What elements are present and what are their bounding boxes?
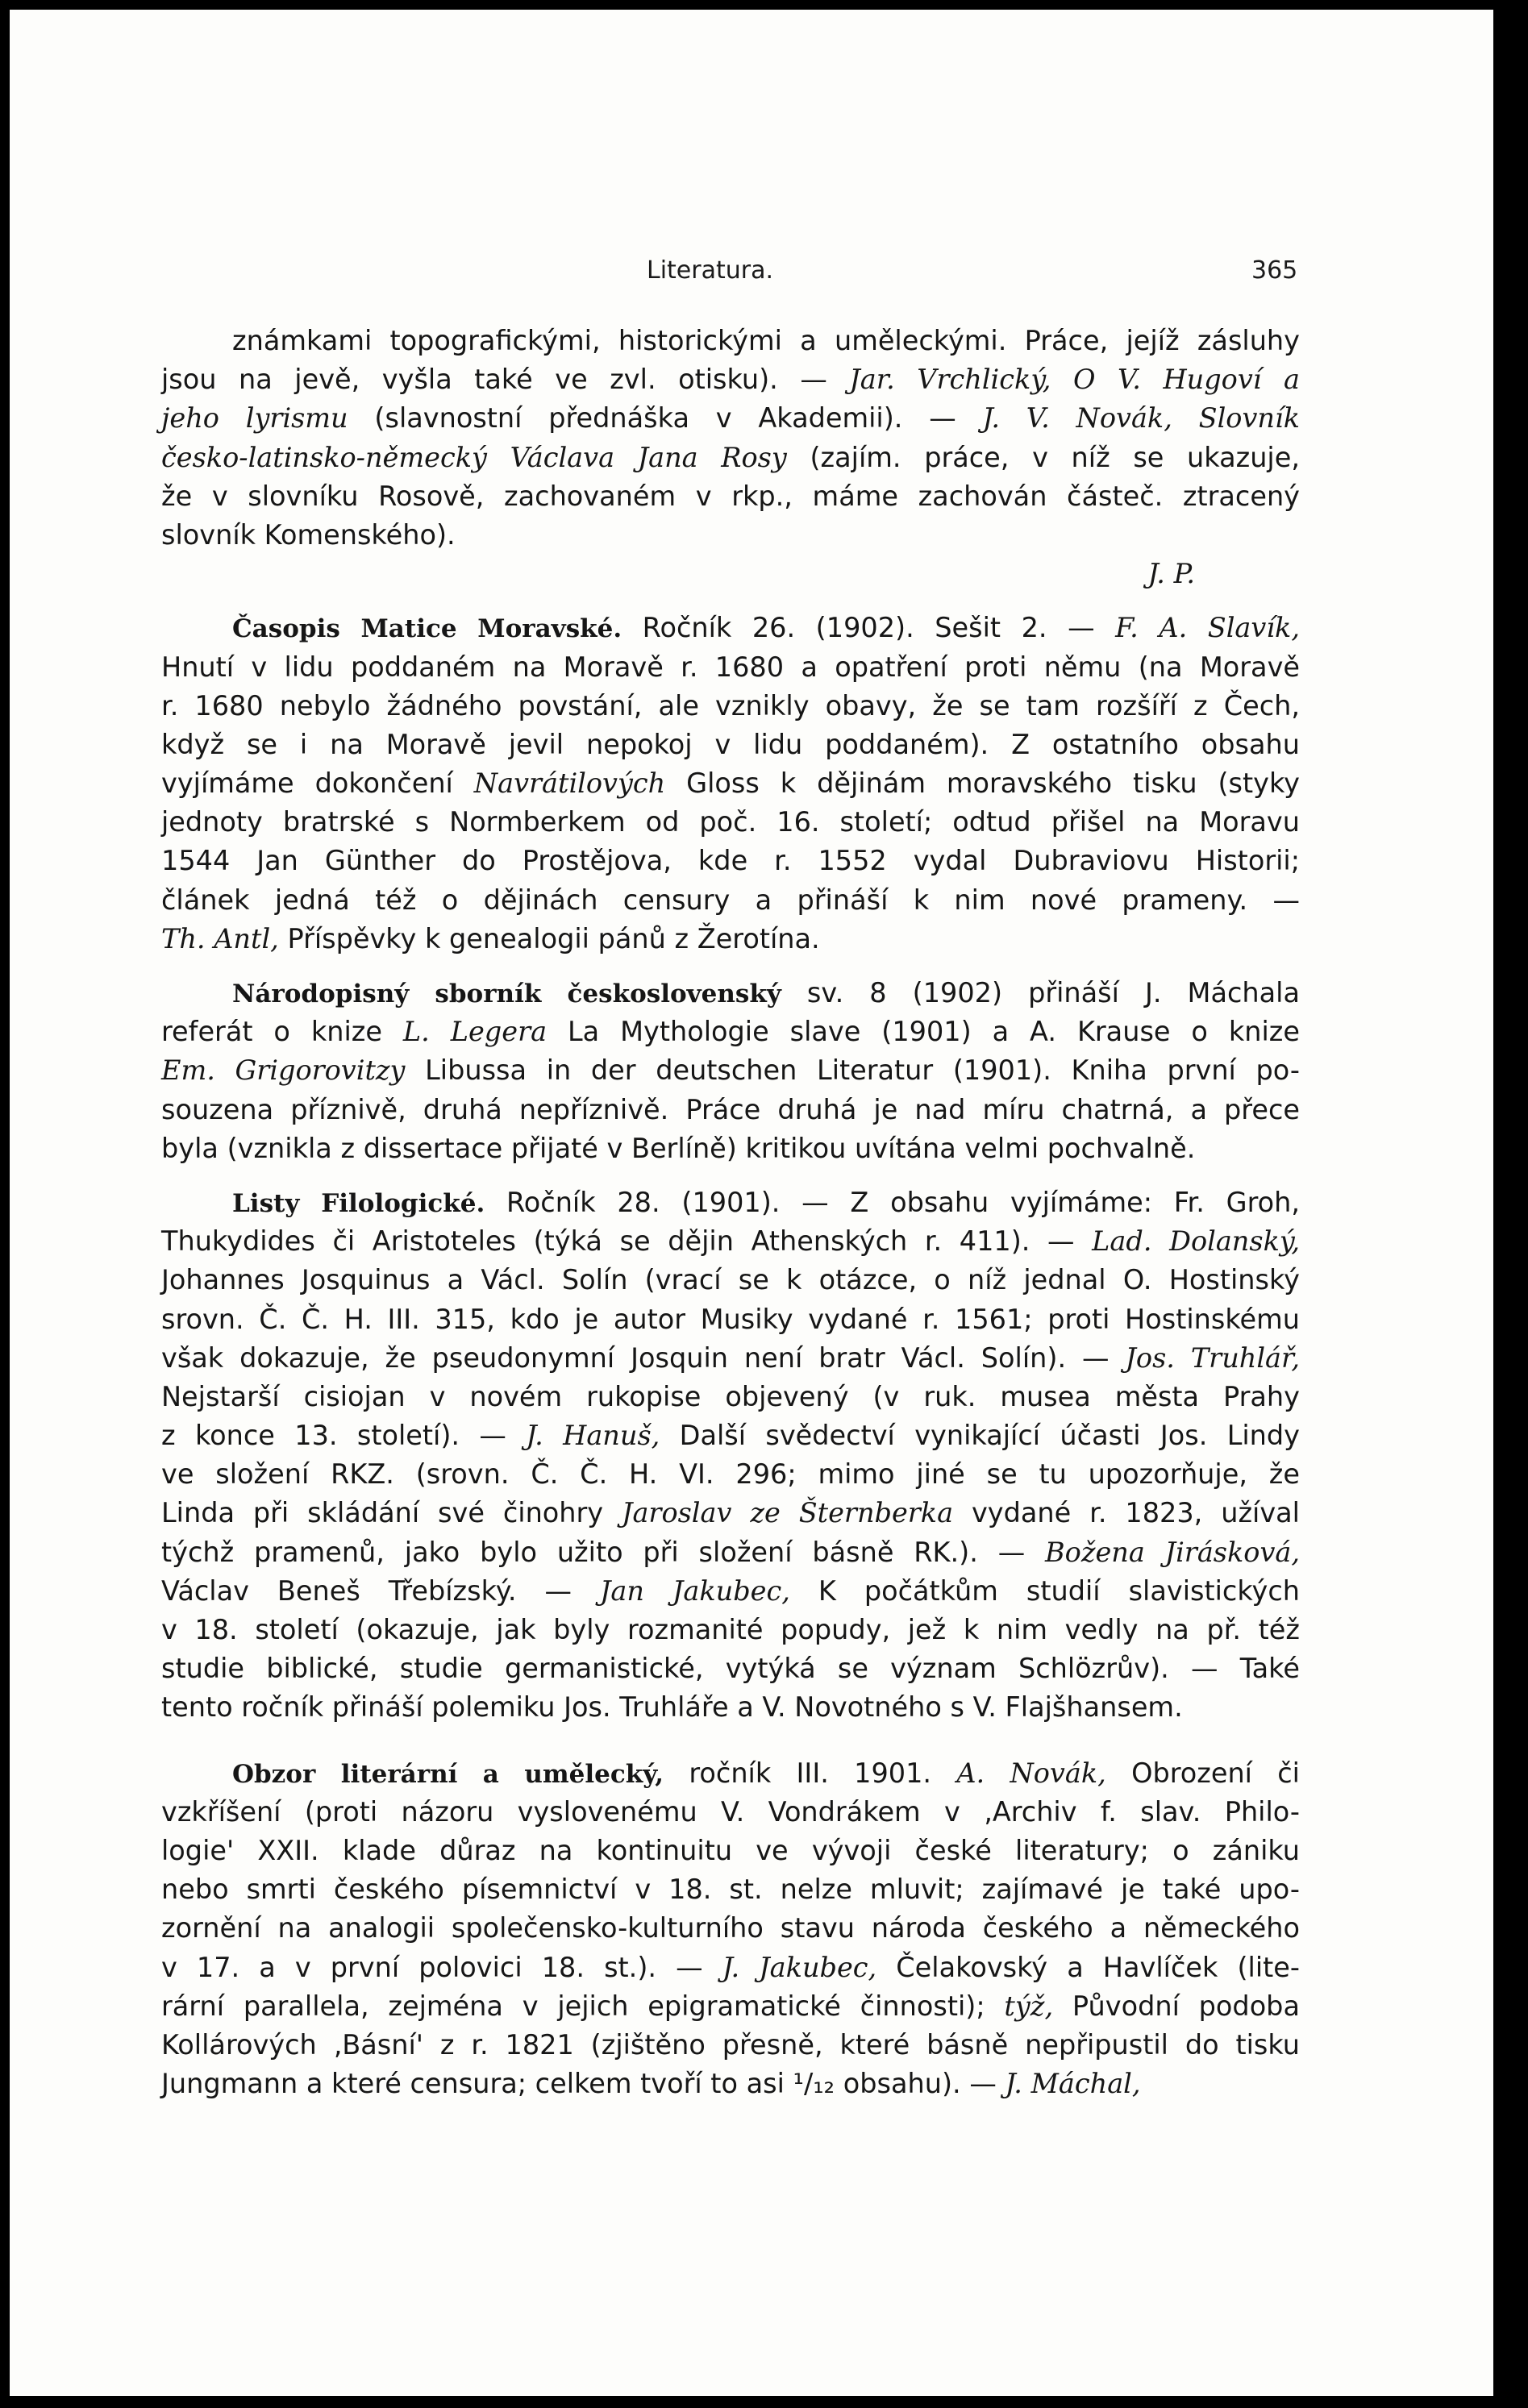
text-line xyxy=(161,920,1300,959)
text-run: Příspěvky k genealogii pánů z Žerotína. xyxy=(278,922,820,954)
text-line xyxy=(161,764,1300,803)
text-run: K počátkům studií slavistických xyxy=(789,1574,1300,1607)
text-run: (zajím. práce, v níž se ukazuje, xyxy=(786,441,1300,473)
text-run: Thukydides či Aristoteles (týká se dějin Athenských r. 411). — xyxy=(161,1225,1093,1258)
text-run: Lad. Dolanský, xyxy=(1092,1225,1300,1258)
paragraph xyxy=(161,609,1300,959)
text-run: Národopisný sborník československý xyxy=(232,979,781,1009)
text-run: Jos. Truhlář, xyxy=(1125,1341,1301,1374)
text-run: vzkříšení (proti názoru vyslovenému V. Vondrákem v ‚Archiv f. slav. Philo- xyxy=(161,1795,1300,1828)
text-line xyxy=(161,439,1300,477)
text-run: Gloss k dějinám moravského tisku (styky xyxy=(665,767,1300,800)
paragraph xyxy=(161,1754,1300,2104)
text-run: Václav Beneš Třebízský. — xyxy=(161,1574,600,1607)
signature-initials: J. P. xyxy=(1147,558,1195,590)
text-run: když se i na Moravě jevil nepokoj v lidu poddaném). Z ostatního obsahu xyxy=(161,728,1300,760)
text-line xyxy=(161,1129,1300,1168)
text-run: Další svědectví vynikající účasti Jos. Lindy xyxy=(660,1420,1300,1452)
text-line xyxy=(161,2026,1300,2065)
text-line xyxy=(161,1378,1300,1416)
text-line xyxy=(161,1091,1300,1129)
text-run: česko-latinsko-německý Václava Jana Rosy xyxy=(161,441,787,473)
paragraph-gap xyxy=(161,593,1300,609)
paragraph-gap xyxy=(161,959,1300,974)
text-run: Původní podoba xyxy=(1053,1990,1300,2022)
text-run: (slavnostní přednáška v Akademii). — xyxy=(348,402,983,435)
text-run: nebo smrti českého písemnictví v 18. st. nelze mluvit; zajímavé je také upo- xyxy=(161,1874,1300,1906)
paragraph xyxy=(161,322,1300,593)
text-line xyxy=(161,1013,1300,1051)
text-line xyxy=(161,881,1300,920)
paragraph-gap xyxy=(161,1728,1300,1754)
text-run: slovník Komenského). xyxy=(161,518,456,551)
text-run: Johannes Josquinus a Václ. Solín (vrací se k otázce, o níž jednal O. Hostinský xyxy=(161,1264,1300,1296)
text-line xyxy=(161,648,1300,687)
text-line xyxy=(161,399,1300,438)
text-run: v 17. a v první polovici 18. st.). — xyxy=(161,1951,722,1983)
text-run: Časopis Matice Moravské. xyxy=(232,614,622,644)
text-line xyxy=(161,609,1300,647)
text-line xyxy=(161,687,1300,726)
running-header xyxy=(10,252,1493,300)
page-number: 365 xyxy=(1251,256,1298,285)
text-line xyxy=(161,1870,1300,1909)
text-line xyxy=(161,1688,1300,1727)
text-run: týž, xyxy=(1004,1990,1054,2022)
text-run: vydané r. 1823, užíval xyxy=(953,1497,1300,1529)
text-line xyxy=(161,1416,1300,1455)
text-run: Čelakovský a Havlíček (lite- xyxy=(876,1951,1300,1983)
text-line xyxy=(161,1793,1300,1832)
text-line xyxy=(161,1261,1300,1300)
text-run: Kollárových ‚Básní' z r. 1821 (zjištěno přesně, které básně nepřipustil do tisku xyxy=(161,2028,1300,2061)
text-run: J. Máchal, xyxy=(1005,2068,1141,2100)
text-run: referát o knize xyxy=(161,1016,403,1048)
text-run: A. Novák, xyxy=(956,1757,1106,1789)
text-run: J. Jakubec, xyxy=(722,1951,877,1983)
text-run: Nejstarší cisiojan v novém rukopise objevený (v ruk. musea města Prahy xyxy=(161,1380,1300,1412)
text-line xyxy=(161,477,1300,516)
text-run: studie biblické, studie germanistické, vytýká se význam Schlözrův). — Také xyxy=(161,1653,1300,1685)
text-run: srovn. Č. Č. H. III. 315, kdo je autor Musiky vydané r. 1561; proti Hostinskému xyxy=(161,1303,1300,1335)
text-line xyxy=(161,726,1300,764)
book-page xyxy=(10,10,1493,2396)
text-run: r. 1680 nebylo žádného povstání, ale vznikly obavy, že se tam rozšíří z Čech, xyxy=(161,689,1300,722)
text-line xyxy=(161,1494,1300,1533)
text-run: La Mythologie slave (1901) a A. Krause o knize xyxy=(547,1016,1300,1048)
text-run: ve složení RKZ. (srovn. Č. Č. H. VI. 296; mimo jiné se tu upozorňuje, že xyxy=(161,1458,1300,1491)
text-run: F. A. Slavík, xyxy=(1115,612,1300,644)
text-run: článek jedná též o dějinách censury a přináší k nim nové prameny. — xyxy=(161,884,1300,916)
text-run: jednoty bratrské s Normberkem od poč. 16. století; odtud přišel na Moravu xyxy=(161,806,1300,838)
text-run: Božena Jirásková, xyxy=(1045,1536,1300,1568)
running-title: Literatura. xyxy=(647,256,774,285)
text-line xyxy=(161,516,1300,555)
text-line xyxy=(161,1909,1300,1948)
signature xyxy=(161,555,1300,593)
text-line xyxy=(161,1533,1300,1572)
text-run: J. Hanuš, xyxy=(526,1420,660,1452)
text-run: známkami topografickými, historickými a uměleckými. Práce, jejíž zásluhy xyxy=(232,325,1300,356)
text-run: tento ročník přináší polemiku Jos. Truhláře a V. Novotného s V. Flajšhansem. xyxy=(161,1691,1183,1724)
text-run: Ročník 26. (1902). Sešit 2. — xyxy=(622,612,1116,644)
text-line xyxy=(161,1300,1300,1339)
text-run: byla (vznikla z dissertace přijaté v Berlíně) kritikou uvítána velmi pochvalně. xyxy=(161,1132,1196,1164)
body-text xyxy=(161,322,1300,2103)
text-line xyxy=(161,1832,1300,1870)
text-run: Em. Grigorovitzy xyxy=(161,1054,406,1087)
text-line xyxy=(161,1339,1300,1378)
text-run: L. Legera xyxy=(402,1016,547,1048)
text-run: Jan Jakubec, xyxy=(599,1574,790,1607)
text-run: týchž pramenů, jako bylo užito při složení básně RK.). — xyxy=(161,1536,1046,1568)
text-line xyxy=(161,803,1300,842)
text-run: logie' XXII. klade důraz na kontinuitu ve vývoji české literatury; o zániku xyxy=(161,1834,1300,1866)
text-run: že v slovníku Rosově, zachovaném v rkp., máme zachován částeč. ztracený xyxy=(161,480,1300,512)
text-run: Jar. Vrchlický, O V. Hugoví a xyxy=(849,364,1300,396)
text-run: Hnutí v lidu poddaném na Moravě r. 1680 a opatření proti němu (na Moravě xyxy=(161,651,1300,683)
text-run: rární parallela, zejména v jejich epigramatické činnosti); xyxy=(161,1990,1005,2022)
text-line xyxy=(161,1222,1300,1261)
paragraph xyxy=(161,1183,1300,1728)
paragraph-gap xyxy=(161,1168,1300,1183)
text-run: sv. 8 (1902) přináší J. Máchala xyxy=(781,977,1300,1009)
text-line xyxy=(161,1572,1300,1611)
text-line xyxy=(161,1051,1300,1090)
text-line xyxy=(161,1455,1300,1494)
text-line xyxy=(161,322,1300,360)
text-run: 1544 Jan Günther do Prostějova, kde r. 1552 vydal Dubraviovu Historii; xyxy=(161,845,1300,877)
text-run: však dokazuje, že pseudonymní Josquin není bratr Václ. Solín). — xyxy=(161,1341,1126,1374)
text-run: Jaroslav ze Šternberka xyxy=(622,1497,954,1529)
text-run: Jungmann a které censura; celkem tvoří to asi ¹/₁₂ obsahu). — xyxy=(161,2068,1005,2100)
text-run: Obzor literární a umělecký, xyxy=(232,1759,664,1789)
text-run: J. V. Novák, Slovník xyxy=(982,402,1300,435)
text-line xyxy=(161,360,1300,399)
text-run: Navrátilových xyxy=(473,767,666,800)
text-run: jeho lyrismu xyxy=(161,402,348,435)
paragraph xyxy=(161,974,1300,1168)
text-line xyxy=(161,1987,1300,2026)
text-run: Ročník 28. (1901). — Z obsahu vyjímáme: Fr. Groh, xyxy=(485,1186,1300,1218)
text-run: Libussa in der deutschen Literatur (1901). Kniha první po- xyxy=(405,1054,1300,1087)
text-line xyxy=(161,1754,1300,1793)
text-line xyxy=(161,842,1300,880)
text-line xyxy=(161,1183,1300,1222)
text-line xyxy=(161,1649,1300,1688)
text-run: z konce 13. století). — xyxy=(161,1420,527,1452)
text-line xyxy=(161,2065,1300,2103)
text-run: Listy Filologické. xyxy=(232,1188,485,1218)
text-line xyxy=(161,974,1300,1013)
text-run: vyjímáme dokončení xyxy=(161,767,474,800)
text-run: v 18. století (okazuje, jak byly rozmanité popudy, jež k nim vedly na př. též xyxy=(161,1614,1300,1645)
text-run: ročník III. 1901. xyxy=(664,1757,957,1789)
text-run: Obrození či xyxy=(1105,1757,1300,1789)
text-run: souzena příznivě, druhá nepříznivě. Práce druhá je nad míru chatrná, a přece xyxy=(161,1093,1300,1125)
text-line xyxy=(161,1611,1300,1649)
text-line xyxy=(161,1948,1300,1987)
text-run: Linda při skládání své činohry xyxy=(161,1497,622,1529)
text-run: jsou na jevě, vyšla také ve zvl. otisku). — xyxy=(161,364,850,396)
text-run: Th. Antl, xyxy=(161,922,279,954)
text-run: zornění na analogii společensko-kulturního stavu národa českého a německého xyxy=(161,1912,1300,1944)
